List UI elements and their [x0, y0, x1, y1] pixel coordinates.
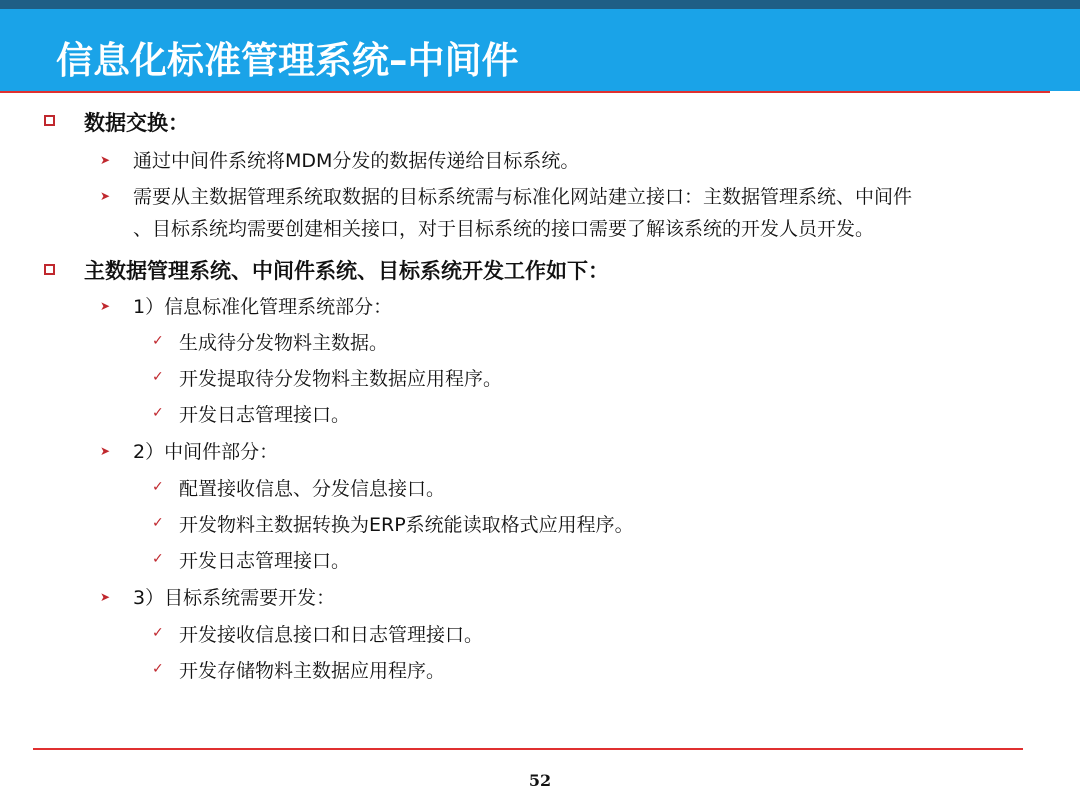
list-item: 通过中间件系统将MDM分发的数据传递给目标系统。	[133, 150, 580, 172]
square-bullet-icon	[44, 264, 55, 275]
arrow-bullet-icon: ➤	[100, 299, 111, 313]
check-item: 开发提取待分发物料主数据应用程序。	[179, 368, 503, 390]
title-divider	[0, 91, 1050, 93]
check-bullet-icon: ✓	[152, 369, 164, 385]
group-label: 2）中间件部分：	[133, 441, 279, 463]
slide-title: 信息化标准管理系统–中间件	[56, 39, 519, 82]
section-heading: 数据交换：	[84, 111, 189, 135]
check-item: 开发日志管理接口。	[179, 404, 351, 426]
group-label: 3）目标系统需要开发：	[133, 587, 336, 609]
check-bullet-icon: ✓	[152, 333, 164, 349]
arrow-bullet-icon: ➤	[100, 444, 111, 458]
arrow-bullet-icon: ➤	[100, 590, 111, 604]
check-item: 生成待分发物料主数据。	[179, 332, 389, 354]
top-accent-strip	[0, 0, 1080, 9]
list-item-continuation: 、目标系统均需要创建相关接口，对于目标系统的接口需要了解该系统的开发人员开发。	[133, 218, 875, 240]
check-bullet-icon: ✓	[152, 661, 164, 677]
arrow-bullet-icon: ➤	[100, 153, 111, 167]
check-bullet-icon: ✓	[152, 479, 164, 495]
arrow-bullet-icon: ➤	[100, 189, 111, 203]
page-number: 52	[528, 771, 552, 790]
check-bullet-icon: ✓	[152, 515, 164, 531]
check-bullet-icon: ✓	[152, 625, 164, 641]
check-item: 配置接收信息、分发信息接口。	[179, 478, 446, 500]
group-label: 1）信息标准化管理系统部分：	[133, 296, 393, 318]
check-item: 开发物料主数据转换为ERP系统能读取格式应用程序。	[179, 514, 634, 536]
check-item: 开发接收信息接口和日志管理接口。	[179, 624, 484, 646]
list-item: 需要从主数据管理系统取数据的目标系统需与标准化网站建立接口：主数据管理系统、中间件	[133, 186, 913, 208]
section-heading: 主数据管理系统、中间件系统、目标系统开发工作如下：	[84, 259, 609, 283]
check-item: 开发存储物料主数据应用程序。	[179, 660, 446, 682]
check-item: 开发日志管理接口。	[179, 550, 351, 572]
check-bullet-icon: ✓	[152, 551, 164, 567]
square-bullet-icon	[44, 115, 55, 126]
footer-divider	[33, 748, 1023, 750]
check-bullet-icon: ✓	[152, 405, 164, 421]
